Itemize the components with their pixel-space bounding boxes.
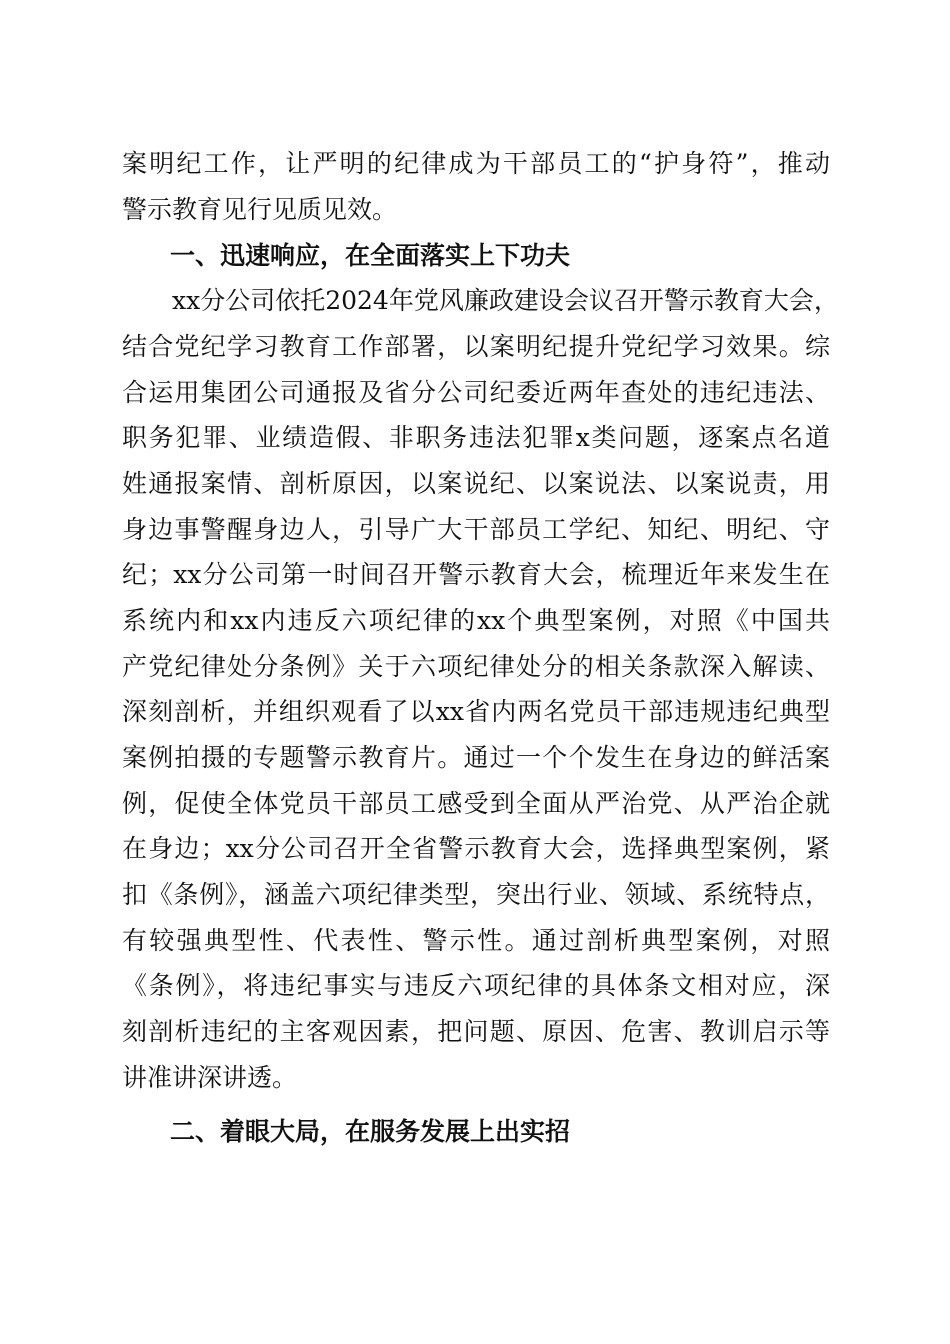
paragraph-line: 扣《条例》，涵盖六项纪律类型，突出行业、领域、系统特点， <box>122 880 830 909</box>
paragraph-line: 有较强典型性、代表性、警示性。通过剖析典型案例，对照 <box>122 926 830 955</box>
paragraph-line: 《条例》，将违纪事实与违反六项纪律的具体条文相对应，深 <box>122 971 830 1000</box>
paragraph-line: 合运用集团公司通报及省分公司纪委近两年查处的违纪违法、 <box>122 378 830 407</box>
intro-line: 案明纪工作，让严明的纪律成为干部员工的“护身符”，推动 <box>122 149 830 178</box>
paragraph-line: 在身边；xx分公司召开全省警示教育大会，选择典型案例，紧 <box>122 834 830 863</box>
paragraph-line: 纪；xx分公司第一时间召开警示教育大会，梳理近年来发生在 <box>122 560 830 589</box>
paragraph-line: 刻剖析违纪的主客观因素，把问题、原因、危害、教训启示等 <box>122 1017 830 1046</box>
paragraph-line: 系统内和xx内违反六项纪律的xx个典型案例，对照《中国共 <box>122 606 830 635</box>
paragraph-line: 深刻剖析，并组织观看了以xx省内两名党员干部违规违纪典型 <box>122 697 830 726</box>
paragraph-line: 职务犯罪、业绩造假、非职务违法犯罪x类问题，逐案点名道 <box>122 423 830 452</box>
paragraph-line: 讲准讲深讲透。 <box>122 1063 298 1092</box>
paragraph-line: 姓通报案情、剖析原因，以案说纪、以案说法、以案说责，用 <box>122 469 830 498</box>
intro-line: 警示教育见行见质见效。 <box>122 195 398 224</box>
paragraph-line: 结合党纪学习教育工作部署，以案明纪提升党纪学习效果。综 <box>122 332 830 361</box>
paragraph-line: 身边事警醒身边人，引导广大干部员工学纪、知纪、明纪、守 <box>122 515 830 544</box>
paragraph-line: 产党纪律处分条例》关于六项纪律处分的相关条款深入解读、 <box>122 652 830 681</box>
section-heading-1: 一、迅速响应，在全面落实上下功夫 <box>170 241 571 270</box>
section-heading-2: 二、着眼大局，在服务发展上出实招 <box>170 1117 571 1146</box>
paragraph-line: xx分公司依托2024年党风廉政建设会议召开警示教育大会， <box>122 286 839 315</box>
paragraph-line: 例，促使全体党员干部员工感受到全面从严治党、从严治企就 <box>122 789 830 818</box>
paragraph-line: 案例拍摄的专题警示教育片。通过一个个发生在身边的鲜活案 <box>122 743 830 772</box>
